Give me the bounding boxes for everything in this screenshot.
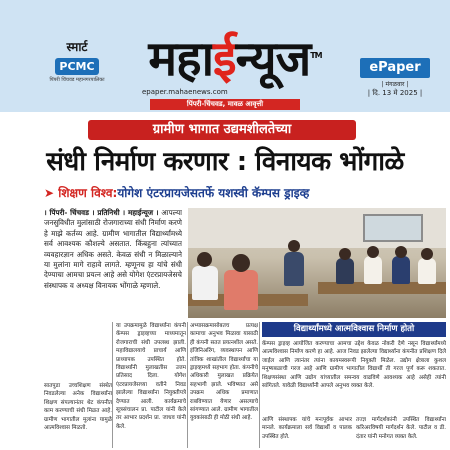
lead-text: आपल्या जनसुविधीत मुलांसाठी रोजगाराच्या संधी निर्माण करणे हे माझे कर्तव्य आहे. ग्रामीण भागातील विद्यार्थ्यांमध्ये सर्व आवश्यक कौशल्ये असतात. किंबहुना त्यांच्यात व्यवहारज्ञान अधिक असते. केवळ संधी न मिळाल्याने या मुलांना मागे राहावे लागते. म्हणूनच हा यांचे संधी देण्याचा आमचा प्रयत्न आहे असे योगेश एंटरप्रायजेसचे संस्थापक व अध्यक्ष विनायक भोंगाळे म्हणाले. xyxy=(44,208,182,290)
photo-person-head xyxy=(339,248,351,260)
column-rule xyxy=(187,322,188,448)
story-kicker: ग्रामीण भागात उद्यमशीलतेच्या xyxy=(88,120,356,140)
article-column-4: कॅम्पस ड्राइव्ह आयोजित करण्याचा आमचा उद्देश केवळ नोकरी देणे नसून विद्यार्थ्यांमध्ये आत्मविश्वास निर्माण करणे हा आहे. आज निवड झालेल्या विद्यार्थ्यांना कंपनीत प्रशिक्षण दिले जाईल आणि त्यानंतर त्यांना कायमस्वरूपी नियुक्ती मिळेल. उद्योग क्षेत्राला कुशल मनुष्यबळाची गरज आहे आणि ग्रामीण भागातील विद्यार्थी ती गरज पूर्ण करू शकतात. शिक्षणसंस्था आणि उद्योग यांच्यातील समन्वय वाढविणे आवश्यक आहे असेही त्यांनी सांगितले. यावेळी विद्यार्थ्यांनी आपले अनुभव व्यक्त केले. xyxy=(262,341,446,390)
photo-person xyxy=(284,252,304,286)
masthead xyxy=(0,0,450,112)
photo-person xyxy=(364,256,382,284)
smart-pcmc-logo xyxy=(44,38,110,98)
photo-window xyxy=(363,214,423,242)
article-column-3: अभ्यासक्रमासोबतच प्रत्यक्ष कामाचा अनुभव मिळावा यासाठी ही कंपनी सतत प्रयत्नशील असते. इंजिनिअरिंग, व्यवस्थापन आणि तांत्रिक शाखांतील विद्यार्थ्यांचा या ड्राइव्हमध्ये सहभाग होता. कंपनीचे अधिकारी मुलाखत प्रक्रियेत सहभागी झाले. भविष्यात असे उपक्रम अधिक प्रमाणात राबविण्यात येणार असल्याचे सांगण्यात आले. ग्रामीण भागातील युवकांसाठी ही मोठी संधी आहे. xyxy=(190,323,258,422)
photo-person-head xyxy=(367,246,379,258)
smart-city-text: स्मार्ट xyxy=(66,40,88,54)
brand-logo xyxy=(120,24,350,88)
epaper-badge: ePaper xyxy=(360,58,430,78)
brand-part-3: न्यूज xyxy=(235,31,311,87)
photo-person xyxy=(224,270,258,310)
website-url[interactable]: epaper.mahaenews.com xyxy=(142,88,228,96)
edition-banner: पिंपरी-चिंचवड, मावळ आवृत्ती xyxy=(150,99,300,110)
story-subheadline xyxy=(44,184,436,202)
photo-person-head xyxy=(288,240,300,252)
byline: । पिंपरी- चिंचवड । प्रतिनिधी । महाईन्यूज । xyxy=(44,208,159,217)
article-column-2: या उपक्रमामुळे विद्यार्थ्यांना कंपनी कॅम्पस ड्राइव्हच्या माध्यमातून रोजगाराची संधी उपलब्ध झाली. महाविद्यालयाचे प्राचार्य आणि प्राध्यापक उपस्थित होते. विद्यार्थ्यांनी मुलाखतीस उत्तम प्रतिसाद दिला. योगेश एंटरप्रायजेसच्या वतीने निवड झालेल्या विद्यार्थ्यांना नियुक्तीपत्रे देण्यात आली. कार्यक्रमाचे सूत्रसंचालन प्रा. पाटील यांनी केले तर आभार प्रदर्शन प्रा. जाधव यांनी केले. xyxy=(116,323,186,430)
pcmc-badge: PCMC xyxy=(55,58,98,75)
article-column-6: तज्ज्ञ मार्गदर्शकांनी उपस्थित विद्यार्थ्यांना करिअरविषयी मार्गदर्शन केले. पाटील व डी. दंतार यांनी मनोगत व्यक्त केले. xyxy=(356,417,446,440)
photo-person xyxy=(192,266,218,300)
photo-person-head xyxy=(421,248,433,260)
trademark-mark: TM xyxy=(310,51,322,60)
photo-person-head xyxy=(232,254,250,272)
article-column-1: सातपुडा उच्चशिक्षण संस्थेत निवडलेल्या अनेक विद्यार्थ्यांना शिक्षण संपल्यानंतर थेट कंपनीत काम करण्याची संधी मिळत आहे. ग्रामीण भागातील मुलांना यामुळे आत्मविश्वास मिळतो. xyxy=(44,383,112,432)
issue-day: | मंगळवार | xyxy=(381,81,409,88)
subheadline-text: योगेश एंटरप्रायजेसतर्फे यशस्वी कॅम्पस ड्राइव्ह xyxy=(117,186,310,200)
photo-person-head xyxy=(197,252,212,267)
column-rule xyxy=(112,322,113,448)
photo-person xyxy=(392,256,410,284)
section-title: विद्यार्थ्यांमध्ये आत्मविश्वास निर्माण होतो xyxy=(262,322,446,337)
story-headline: संधी निर्माण करणार : विनायक भोंगाळे xyxy=(46,147,404,177)
photo-person xyxy=(336,258,354,284)
arrow-icon: ➤ xyxy=(44,186,55,200)
section-label: शिक्षण विश्व: xyxy=(58,186,118,200)
brand-part-1: महा xyxy=(148,31,213,87)
column-rule xyxy=(259,322,260,448)
story-photo xyxy=(188,208,446,318)
photo-person xyxy=(418,258,436,284)
photo-person-head xyxy=(395,246,407,258)
pcmc-subtext: पिंपरी चिंचवड महानगरपालिका xyxy=(49,77,105,83)
article-column-5: आणि संस्थापक यांचे मनःपूर्वक आभार मानले. कार्यक्रमाला सर्व विद्यार्थी व पालक उपस्थित होते. xyxy=(262,417,352,440)
brand-part-2: ई xyxy=(213,31,236,87)
issue-date: | दि. 13 मे 2025 | xyxy=(367,89,423,97)
